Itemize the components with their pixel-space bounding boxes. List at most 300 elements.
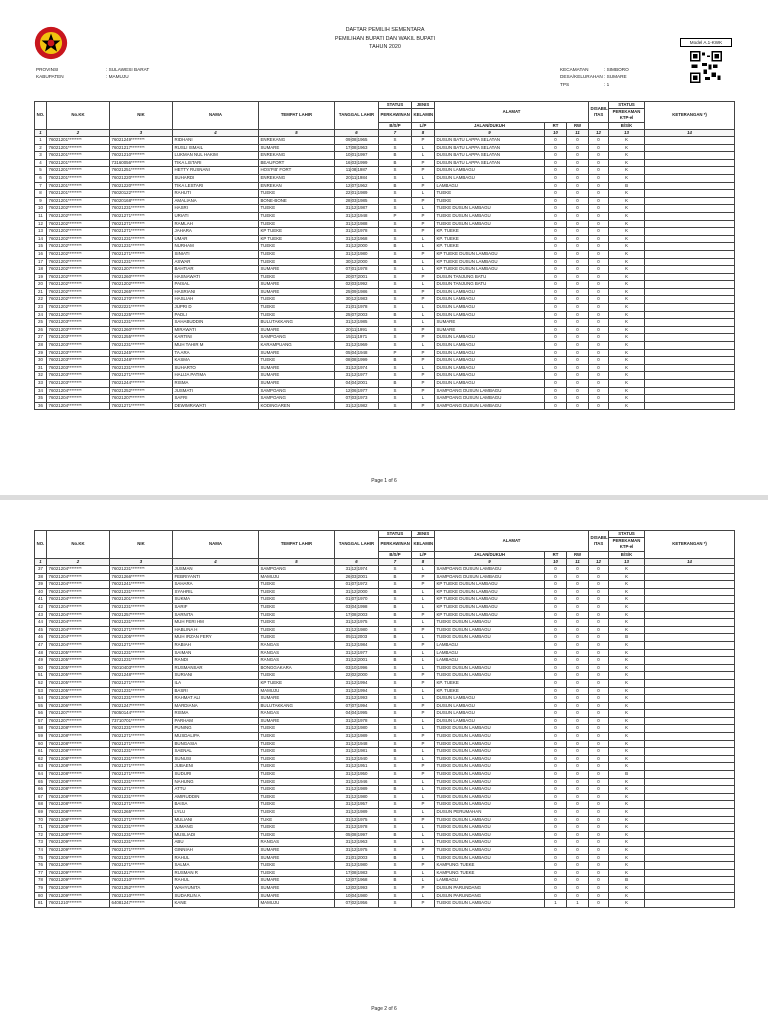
- table-cell: 01|07|1972: [335, 581, 379, 589]
- table-cell: 0: [545, 695, 567, 703]
- table-cell: 76021257********: [110, 611, 173, 619]
- table-cell: 2: [35, 144, 47, 152]
- table-cell: KP TUEKE DUSUN LAMBAGU: [435, 581, 545, 589]
- table-cell: [645, 342, 735, 350]
- table-cell: SUMARE: [259, 717, 335, 725]
- table-cell: 0: [589, 288, 609, 296]
- qr-code-icon: [690, 51, 722, 83]
- table-cell: K: [609, 364, 645, 372]
- table-cell: K: [609, 250, 645, 258]
- table-cell: 0: [545, 197, 567, 205]
- column-number: 13: [609, 558, 645, 565]
- table-cell: 5: [35, 167, 47, 175]
- table-cell: SUMARE: [259, 281, 335, 289]
- table-cell: 76021203********: [47, 364, 110, 372]
- table-cell: BAHTIAR: [173, 266, 259, 274]
- table-cell: P: [412, 296, 435, 304]
- table-cell: P: [412, 702, 435, 710]
- table-row: [35, 816, 735, 824]
- table-cell: 76021271********: [110, 212, 173, 220]
- table-cell: [645, 573, 735, 581]
- table-cell: DUSUN LAMBAGU: [435, 372, 545, 380]
- table-cell: KANE: [173, 900, 259, 908]
- table-cell: SAMPOANG: [259, 566, 335, 574]
- table-cell: WAHYUNITA: [173, 884, 259, 892]
- table-cell: KP TUEKE DUSUN LAMBAGU: [435, 266, 545, 274]
- table-cell: 0: [567, 137, 589, 145]
- table-cell: [645, 228, 735, 236]
- table-cell: P: [412, 349, 435, 357]
- table-cell: 0: [589, 649, 609, 657]
- table-cell: 0: [589, 190, 609, 198]
- table-cell: K: [609, 190, 645, 198]
- table-cell: 0: [589, 641, 609, 649]
- table-cell: 76021245********: [110, 349, 173, 357]
- info-value: : SUMARE: [604, 74, 627, 80]
- table-cell: P: [412, 710, 435, 718]
- table-cell: DUSUN LAMBAGU: [435, 380, 545, 388]
- table-cell: 0: [545, 220, 567, 228]
- table-cell: 0: [589, 380, 609, 388]
- table-cell: B: [379, 634, 412, 642]
- table-cell: TUEKE DUSUN LAMBAGU: [435, 824, 545, 832]
- table-cell: TUEKE DUSUN LAMBAGU: [435, 212, 545, 220]
- table-cell: K: [609, 357, 645, 365]
- table-cell: P: [412, 288, 435, 296]
- table-cell: [645, 793, 735, 801]
- table-cell: 4: [35, 159, 47, 167]
- table-cell: TUEKE DUSUN LAMBAGU: [435, 763, 545, 771]
- table-cell: L: [412, 395, 435, 403]
- table-cell: 76021220********: [110, 174, 173, 182]
- table-cell: S: [379, 281, 412, 289]
- table-cell: K: [609, 846, 645, 854]
- table-cell: RABIAH: [173, 641, 259, 649]
- table-cell: 76021271********: [110, 771, 173, 779]
- table-cell: L: [412, 786, 435, 794]
- table-cell: K: [609, 641, 645, 649]
- table-cell: 0: [545, 326, 567, 334]
- table-cell: 0: [567, 258, 589, 266]
- table-cell: B: [379, 877, 412, 885]
- table-cell: HOS'P.B' FORT: [259, 167, 335, 175]
- table-cell: 0: [545, 159, 567, 167]
- table-cell: TUEKE: [259, 243, 335, 251]
- column-number-row: [35, 558, 735, 565]
- table-cell: PARHAM: [173, 717, 259, 725]
- table-cell: K: [609, 380, 645, 388]
- info-label: DESA/KELURAHAN: [560, 74, 603, 80]
- table-cell: 0: [589, 869, 609, 877]
- table-cell: S: [379, 816, 412, 824]
- table-cell: DUSUN BATU LAPPA SELATAN: [435, 152, 545, 160]
- table-cell: [645, 626, 735, 634]
- table-cell: 0: [567, 281, 589, 289]
- table-cell: 76021203********: [47, 334, 110, 342]
- table-cell: 76021207********: [110, 395, 173, 403]
- table-cell: 76021201********: [47, 159, 110, 167]
- table-cell: 76021271********: [110, 816, 173, 824]
- table-cell: 0: [567, 395, 589, 403]
- table-cell: P: [412, 641, 435, 649]
- column-number: 9: [435, 558, 545, 565]
- table-cell: [645, 152, 735, 160]
- table-cell: 76021209********: [47, 839, 110, 847]
- table-cell: [645, 197, 735, 205]
- page-2: [0, 500, 768, 1024]
- table-cell: 0: [589, 748, 609, 756]
- table-row: [35, 824, 735, 832]
- table-cell: 31|12|1978: [335, 717, 379, 725]
- table-cell: 31|12|1948: [335, 212, 379, 220]
- table-cell: [645, 220, 735, 228]
- table-cell: 0: [567, 733, 589, 741]
- table-cell: 0: [567, 205, 589, 213]
- table-cell: B: [379, 657, 412, 665]
- col-header-status: STATUS: [379, 102, 412, 109]
- table-cell: K: [609, 695, 645, 703]
- table-cell: LYLU: [173, 809, 259, 817]
- table-cell: 76021231********: [110, 364, 173, 372]
- table-cell: K: [609, 566, 645, 574]
- table-cell: 76021231********: [110, 725, 173, 733]
- table-cell: UMAR: [173, 235, 259, 243]
- table-cell: S: [379, 205, 412, 213]
- table-cell: KP TUEKE: [259, 235, 335, 243]
- table-row: [35, 326, 735, 334]
- table-cell: 31|12|1978: [335, 228, 379, 236]
- table-cell: TUEKE DUSUN LAMBAGU: [435, 771, 545, 779]
- page-1: [0, 0, 768, 495]
- table-cell: 76021231********: [110, 687, 173, 695]
- table-cell: 37: [35, 566, 47, 574]
- table-cell: 76021265********: [110, 809, 173, 817]
- table-cell: 9: [35, 197, 47, 205]
- table-cell: S: [379, 717, 412, 725]
- table-cell: B: [379, 573, 412, 581]
- table-cell: 0: [589, 877, 609, 885]
- table-cell: S: [379, 167, 412, 175]
- table-cell: 76021231********: [110, 649, 173, 657]
- table-row: [35, 679, 735, 687]
- table-cell: 0: [545, 862, 567, 870]
- table-cell: 0: [567, 159, 589, 167]
- column-number: 14: [645, 558, 735, 565]
- table-cell: 76021217********: [110, 869, 173, 877]
- table-cell: K: [609, 809, 645, 817]
- table-cell: TA ARA: [173, 349, 259, 357]
- table-cell: ENREKANG: [259, 174, 335, 182]
- table-row: [35, 710, 735, 718]
- table-cell: 0: [545, 342, 567, 350]
- table-cell: 16|03|1999: [335, 159, 379, 167]
- col-header-jenis: JENIS: [412, 531, 435, 538]
- table-cell: 0: [567, 319, 589, 327]
- table-cell: [645, 702, 735, 710]
- table-cell: 73: [35, 839, 47, 847]
- table-cell: K: [609, 733, 645, 741]
- table-cell: 39: [35, 581, 47, 589]
- table-cell: 76021270********: [110, 296, 173, 304]
- table-cell: B: [379, 603, 412, 611]
- table-cell: 0: [567, 657, 589, 665]
- col-header-status: STATUS: [379, 531, 412, 538]
- table-cell: 76021204********: [47, 611, 110, 619]
- table-cell: K: [609, 596, 645, 604]
- table-cell: SUMARE: [259, 266, 335, 274]
- table-cell: KP. TUEKE: [435, 679, 545, 687]
- table-cell: 0: [567, 311, 589, 319]
- table-cell: 0: [545, 687, 567, 695]
- table-cell: K: [609, 679, 645, 687]
- table-cell: 0: [567, 839, 589, 847]
- table-cell: 76021231********: [110, 748, 173, 756]
- table-cell: 0: [589, 364, 609, 372]
- table-row: [35, 877, 735, 885]
- table-cell: DUSUN LAMBAGU: [435, 296, 545, 304]
- column-number: 2: [47, 129, 110, 136]
- table-cell: 0: [589, 566, 609, 574]
- table-cell: [645, 725, 735, 733]
- table-cell: HALIJA PATIMA: [173, 372, 259, 380]
- table-cell: 76021201********: [47, 144, 110, 152]
- table-cell: 76021248********: [110, 672, 173, 680]
- table-cell: 68: [35, 801, 47, 809]
- table-cell: 76021231********: [110, 831, 173, 839]
- table-cell: 0: [589, 884, 609, 892]
- col-header-keterangan: KETERANGAN *): [645, 102, 735, 130]
- table-cell: 31|12|1974: [335, 364, 379, 372]
- table-cell: 0: [545, 281, 567, 289]
- table-cell: P: [412, 672, 435, 680]
- table-cell: L: [412, 824, 435, 832]
- table-cell: 76021202********: [47, 304, 110, 312]
- table-cell: TUEKE DUSUN LAMBAGU: [435, 664, 545, 672]
- table-cell: 0: [567, 349, 589, 357]
- table-row: [35, 869, 735, 877]
- table-cell: 20: [35, 281, 47, 289]
- table-cell: 11: [35, 212, 47, 220]
- table-cell: 0: [589, 733, 609, 741]
- table-cell: TUEKE: [259, 634, 335, 642]
- table-cell: S: [379, 869, 412, 877]
- col-header-kelamin: KELAMIN: [412, 109, 435, 122]
- table-cell: 0: [545, 611, 567, 619]
- table-cell: P: [412, 167, 435, 175]
- table-cell: 0: [589, 725, 609, 733]
- table-cell: SUKMA: [173, 596, 259, 604]
- table-cell: KP TUEKE DUSUN LAMBAGU: [435, 603, 545, 611]
- table-cell: TUEKE: [259, 273, 335, 281]
- table-cell: 0: [545, 258, 567, 266]
- table-cell: TUEKE: [259, 619, 335, 627]
- column-number: 4: [173, 558, 259, 565]
- table-cell: P: [379, 212, 412, 220]
- table-cell: 76021231********: [110, 235, 173, 243]
- table-cell: 76021271********: [110, 786, 173, 794]
- table-cell: B: [379, 380, 412, 388]
- table-cell: 76021231********: [110, 342, 173, 350]
- table-cell: 76021208********: [47, 778, 110, 786]
- table-cell: LAMBAGU: [435, 641, 545, 649]
- table-cell: LAMBAGU: [435, 877, 545, 885]
- title-line: PEMILIHAN BUPATI DAN WAKIL BUPATI: [334, 35, 436, 42]
- table-cell: P: [412, 862, 435, 870]
- table-row: [35, 672, 735, 680]
- table-cell: SAFRI: [173, 395, 259, 403]
- table-cell: DUSUN BATU LAPPA SELATAN: [435, 159, 545, 167]
- table-cell: 0: [567, 220, 589, 228]
- table-cell: P: [412, 900, 435, 908]
- table-cell: MUSDALIPA: [173, 733, 259, 741]
- table-cell: 76021202********: [47, 205, 110, 213]
- table-cell: SUMARE: [259, 380, 335, 388]
- table-cell: 49: [35, 657, 47, 665]
- table-cell: 76021271********: [110, 250, 173, 258]
- table-cell: ENREKANG: [259, 152, 335, 160]
- table-cell: 0: [567, 687, 589, 695]
- table-cell: [645, 205, 735, 213]
- table-cell: 0: [567, 672, 589, 680]
- info-label: KECAMATAN: [560, 67, 589, 72]
- table-cell: 0: [567, 755, 589, 763]
- table-cell: 0: [589, 258, 609, 266]
- table-cell: LAMBAGU: [435, 657, 545, 665]
- table-cell: 15: [35, 243, 47, 251]
- table-cell: 76021252********: [110, 387, 173, 395]
- table-cell: S: [379, 702, 412, 710]
- table-cell: 0: [545, 854, 567, 862]
- table-cell: KAMPUNG TUEKE: [435, 869, 545, 877]
- table-cell: DUSUN LAMBAGU: [435, 334, 545, 342]
- table-row: [35, 167, 735, 175]
- table-cell: 02|03|1992: [335, 281, 379, 289]
- table-cell: 0: [567, 581, 589, 589]
- table-cell: 76021208********: [47, 786, 110, 794]
- table-cell: 0: [589, 311, 609, 319]
- table-cell: 58: [35, 725, 47, 733]
- col-header-status-ktp: STATUS: [609, 102, 645, 109]
- table-row: [35, 626, 735, 634]
- table-cell: SUMARE: [259, 695, 335, 703]
- col-header-alamat: ALAMAT: [435, 531, 589, 552]
- column-number: 12: [589, 558, 609, 565]
- table-cell: 76021205********: [47, 687, 110, 695]
- table-cell: S: [379, 892, 412, 900]
- table-cell: L: [412, 603, 435, 611]
- table-cell: 14: [35, 235, 47, 243]
- table-cell: [645, 763, 735, 771]
- table-cell: 15|11|1971: [335, 334, 379, 342]
- column-number: 11: [567, 558, 589, 565]
- table-cell: 19: [35, 273, 47, 281]
- table-cell: 0: [545, 824, 567, 832]
- table-cell: 76021205********: [47, 679, 110, 687]
- col-header-perkawinan: PERKAWINAN: [379, 538, 412, 551]
- table-cell: DUSUN LAMBAGU: [435, 357, 545, 365]
- table-cell: 47: [35, 641, 47, 649]
- col-header-jalan: JALAN/DUKUH: [435, 551, 545, 558]
- table-cell: K: [609, 755, 645, 763]
- table-cell: TIKA LESTARI: [173, 182, 259, 190]
- table-cell: [645, 771, 735, 779]
- table-cell: 0: [545, 273, 567, 281]
- table-cell: 76021208********: [47, 763, 110, 771]
- table-cell: NURHAM: [173, 243, 259, 251]
- table-cell: KARTINI: [173, 334, 259, 342]
- table-cell: DUSUN BATU LAPPA SELATAN: [435, 137, 545, 145]
- table-cell: S: [379, 771, 412, 779]
- table-cell: KP TUEKE: [259, 679, 335, 687]
- table-cell: 0: [589, 900, 609, 908]
- table-cell: K: [609, 304, 645, 312]
- table-cell: DUSUN LAMBAGU: [435, 717, 545, 725]
- table-cell: TUEKE DUSUN LAMBAGU: [435, 672, 545, 680]
- col-header-lp: L/P: [412, 551, 435, 558]
- table-cell: 0: [567, 603, 589, 611]
- table-cell: 1: [545, 900, 567, 908]
- table-cell: 76021202********: [47, 235, 110, 243]
- table-cell: 0: [545, 801, 567, 809]
- table-cell: L: [412, 190, 435, 198]
- table-cell: K: [609, 197, 645, 205]
- table-cell: 57: [35, 717, 47, 725]
- table-cell: K: [609, 862, 645, 870]
- table-cell: [645, 288, 735, 296]
- table-cell: S: [379, 304, 412, 312]
- table-cell: 64081247********: [110, 900, 173, 908]
- table-cell: 76020168********: [110, 197, 173, 205]
- table-cell: 18: [35, 266, 47, 274]
- table-cell: SUDARLIN A: [173, 892, 259, 900]
- table-cell: 76021208********: [47, 755, 110, 763]
- table-cell: [645, 174, 735, 182]
- table-row: [35, 205, 735, 213]
- table-cell: 76021248********: [110, 357, 173, 365]
- table-cell: SAMPOANG: [259, 334, 335, 342]
- table-cell: 76021202********: [47, 281, 110, 289]
- table-cell: 51: [35, 672, 47, 680]
- column-number: 14: [645, 129, 735, 136]
- table-cell: 20|11|1984: [335, 174, 379, 182]
- table-cell: S: [379, 319, 412, 327]
- table-cell: [645, 824, 735, 832]
- table-cell: TUEKE DUSUN LAMBAGU: [435, 205, 545, 213]
- table-row: [35, 387, 735, 395]
- column-number: 10: [545, 129, 567, 136]
- table-cell: NAHUNG: [173, 778, 259, 786]
- table-cell: 31|12|1975: [335, 846, 379, 854]
- table-cell: DUSUN PERUMAHAN: [435, 809, 545, 817]
- table-cell: TUEKE DUSUN LAMBAGU: [435, 854, 545, 862]
- table-cell: SUDURI: [173, 771, 259, 779]
- table-cell: K: [609, 649, 645, 657]
- table-cell: 0: [567, 266, 589, 274]
- table-cell: 31|12|1989: [335, 786, 379, 794]
- table-cell: 0: [567, 801, 589, 809]
- table-cell: [645, 831, 735, 839]
- table-cell: TUEKE DUSUN LAMBAGU: [435, 725, 545, 733]
- table-cell: P: [412, 334, 435, 342]
- table-cell: [645, 258, 735, 266]
- table-cell: KP TUEKE DUSUN LAMBAGU: [435, 258, 545, 266]
- table-cell: 8: [35, 190, 47, 198]
- table-row: [35, 740, 735, 748]
- table-cell: [645, 235, 735, 243]
- table-cell: [645, 311, 735, 319]
- table-cell: K: [609, 710, 645, 718]
- table-cell: 76021266********: [110, 573, 173, 581]
